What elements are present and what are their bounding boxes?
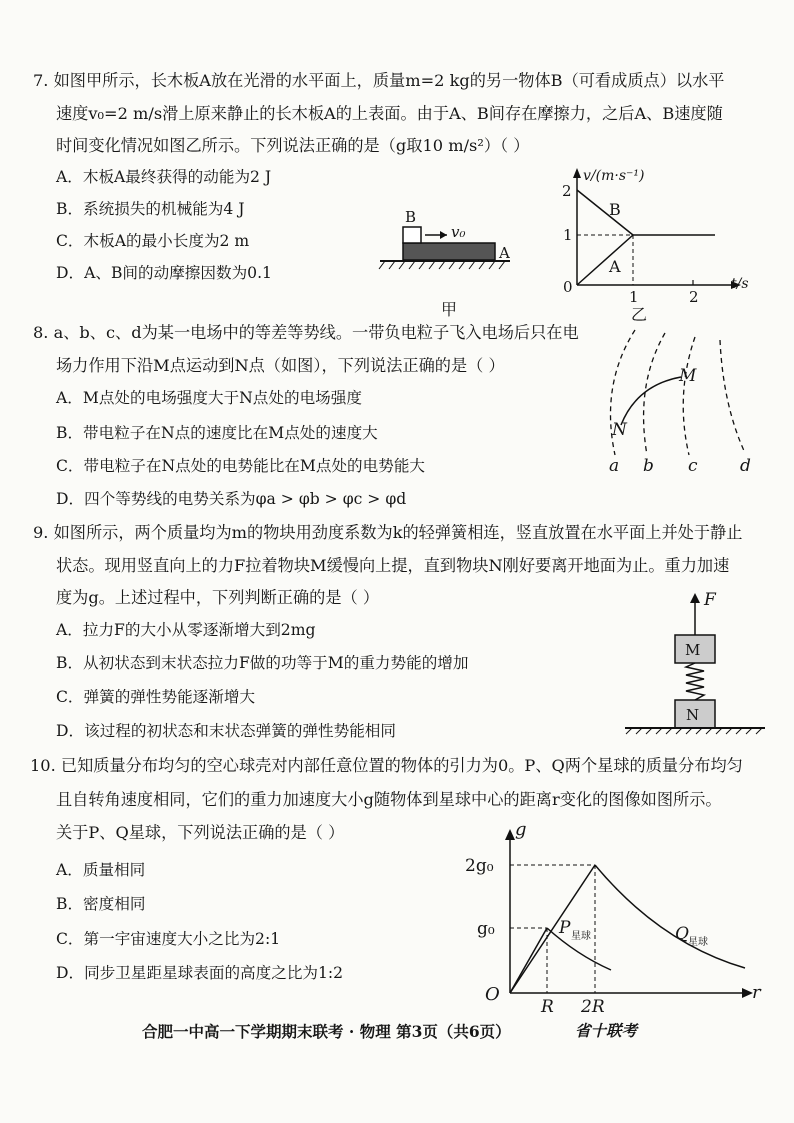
g-axis-label: g <box>515 819 527 840</box>
q8-figure <box>595 325 765 480</box>
q7-option-c: C．木板A的最小长度为2 m <box>56 232 250 250</box>
caption-yi: 乙 <box>631 305 648 324</box>
trajectory <box>621 377 681 425</box>
label-p-sub: 星球 <box>571 931 591 942</box>
q10-option-b: B．密度相同 <box>56 895 146 913</box>
origin-label: O <box>485 984 500 1005</box>
q8-line-2: 场力作用下沿M点运动到N点（如图），下列说法正确的是（ ） <box>56 356 505 375</box>
q9-line-2: 状态。现用竖直向上的力F拉着物块M缓慢向上提，直到物块N刚好要离开地面为止。重力加速 <box>56 556 730 575</box>
q8-option-a: A．M点处的电场强度大于N点处的电场强度 <box>56 389 362 407</box>
point-n: N <box>612 420 627 440</box>
yi-label-a: A <box>609 257 621 276</box>
point-m: M <box>679 366 697 386</box>
q9-option-b: B．从初状态到末状态拉力F做的功等于M的重力势能的增加 <box>56 654 469 672</box>
yi-xtick-1: 1 <box>629 288 639 306</box>
label-board-a: A <box>499 244 510 262</box>
yi-ytick-2: 2 <box>562 182 572 200</box>
footer-stamp: 省十联考 <box>575 1021 638 1040</box>
q8-line-1: 8. a、b、c、d为某一电场中的等差等势线。一带负电粒子飞入电场后只在电 <box>33 323 579 342</box>
q9-option-a: A．拉力F的大小从零逐渐增大到2mg <box>56 621 316 639</box>
caption-jia: 甲 <box>441 300 458 319</box>
yi-ylabel: v/(m·s⁻¹) <box>583 168 645 184</box>
line-b: b <box>643 456 654 476</box>
q10-line-2: 且自转角速度相同，它们的重力加速度大小g随物体到星球中心的距离r变化的图像如图所示。 <box>56 790 722 809</box>
q9-option-d: D．该过程的初状态和末状态弹簧的弹性势能相同 <box>56 722 396 740</box>
yi-xlabel: t/s <box>731 276 749 292</box>
yi-xtick-2: 2 <box>689 288 699 306</box>
curve-q <box>595 865 745 968</box>
q8-option-b: B．带电粒子在N点的速度比在M点处的速度大 <box>56 424 378 442</box>
ytick-2g0: 2g₀ <box>465 856 494 876</box>
yi-label-b: B <box>609 200 621 219</box>
q7-line-1: 7. 如图甲所示，长木板A放在光滑的水平面上，质量m=2 kg的另一物体B（可看成质点）以水平 <box>33 71 725 90</box>
label-block-b: B <box>405 208 417 226</box>
line-d: d <box>740 456 751 476</box>
q9-line-1: 9. 如图所示，两个质量均为m的物块用劲度系数为k的轻弹簧相连，竖直放置在水平面上并处于静止 <box>33 523 743 542</box>
q10-option-c: C．第一宇宙速度大小之比为2:1 <box>56 930 281 948</box>
q7-line-2: 速度v₀=2 m/s滑上原来静止的长木板A的上表面。由于A、B间存在摩擦力，之后A、B速度随 <box>56 104 723 123</box>
q7-option-d: D．A、B间的动摩擦因数为0.1 <box>56 264 272 282</box>
label-p: P <box>559 918 571 938</box>
q7-option-b: B．系统损失的机械能为4 J <box>56 200 245 218</box>
q9-line-3: 度为g。上述过程中，下列判断正确的是（ ） <box>56 588 380 607</box>
r-axis-label: r <box>752 982 761 1003</box>
q9-option-c: C．弹簧的弹性势能逐渐增大 <box>56 688 256 706</box>
q9-figure <box>620 585 770 735</box>
yi-ytick-1: 1 <box>563 226 573 244</box>
q10-line-1: 10. 已知质量分布均匀的空心球壳对内部任意位置的物体的引力为0。P、Q两个星球的质量分布均匀 <box>30 756 743 775</box>
q8-option-c: C．带电粒子在N点处的电势能比在M点处的电势能大 <box>56 457 426 475</box>
label-q: Q <box>675 924 689 944</box>
svg-text:M: M <box>685 641 701 659</box>
page-footer: 合肥一中高一下学期期末联考 · 物理 第3页（共6页） <box>142 1022 511 1041</box>
q10-option-d: D．同步卫星距星球表面的高度之比为1:2 <box>56 964 344 982</box>
ytick-g0: g₀ <box>477 919 495 939</box>
q7-figure-yi <box>555 160 755 325</box>
q10-option-a: A．质量相同 <box>56 861 146 879</box>
svg-text:N: N <box>686 706 700 724</box>
xtick-2r: 2R <box>581 997 605 1017</box>
spring <box>686 663 704 700</box>
force-f: F <box>704 590 716 610</box>
yi-ytick-0: 0 <box>563 278 573 296</box>
label-q-sub: 星球 <box>688 937 708 948</box>
q7-option-a: A．木板A最终获得的动能为2 J <box>56 168 272 186</box>
xtick-r: R <box>541 997 554 1017</box>
line-c: c <box>688 456 698 476</box>
line-a: a <box>609 456 620 476</box>
block-b <box>403 227 421 243</box>
q8-option-d: D．四个等势线的电势关系为φa > φb > φc > φd <box>56 490 407 508</box>
q7-line-3: 时间变化情况如图乙所示。下列说法正确的是（g取10 m/s²）（ ） <box>56 136 530 155</box>
q10-line-3: 关于P、Q星球，下列说法正确的是（ ） <box>56 823 345 842</box>
board-a <box>403 243 495 260</box>
label-velocity: v₀ <box>451 223 466 241</box>
q7-figure-jia <box>375 205 525 320</box>
q10-graph <box>455 815 760 1015</box>
